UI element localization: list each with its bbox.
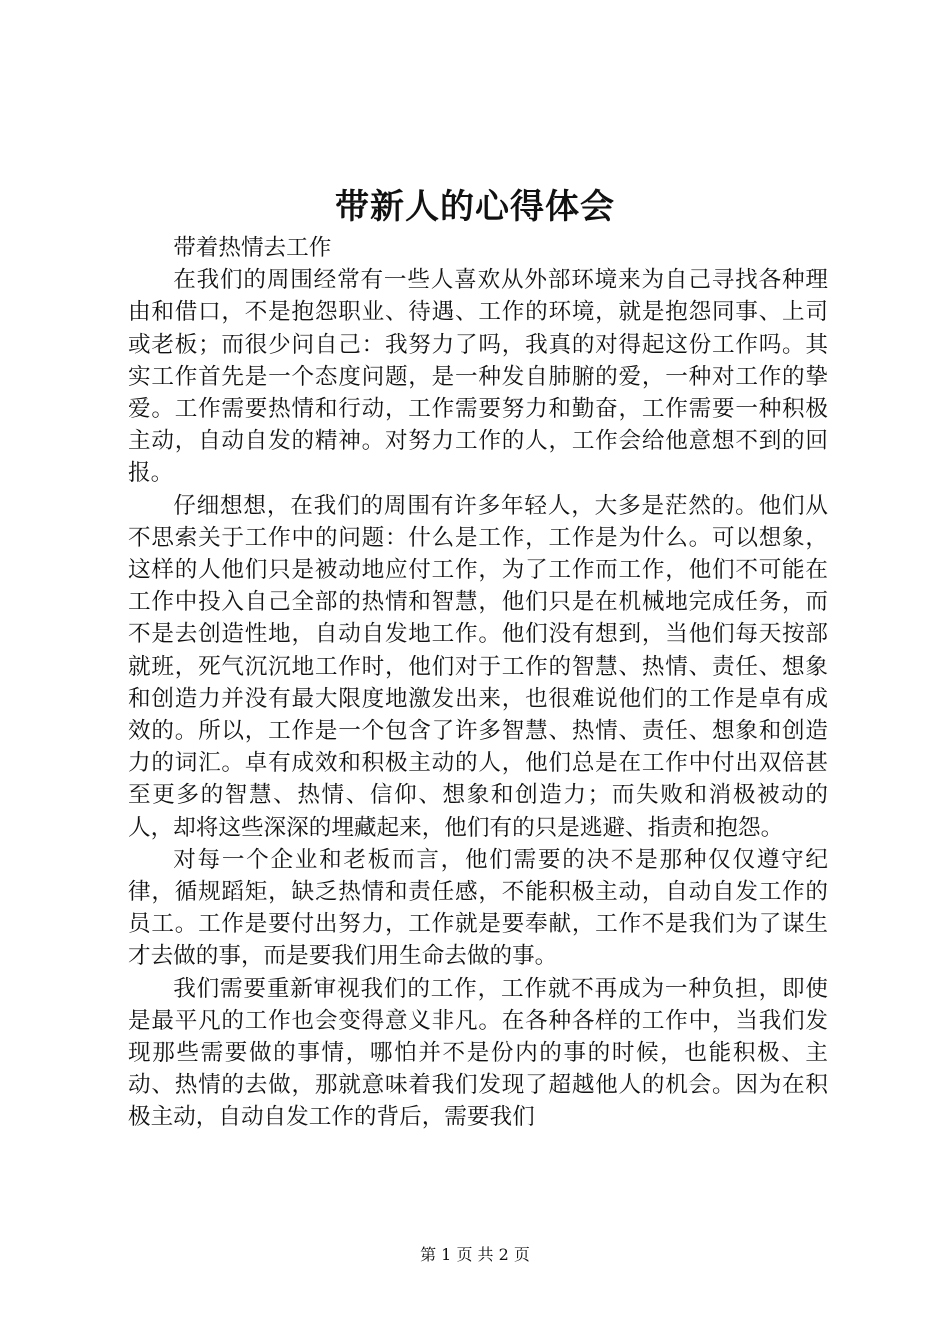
document-body bbox=[128, 232, 828, 1134]
body-paragraph: 对每一个企业和老板而言，他们需要的决不是那种仅仅遵守纪律，循规蹈矩，缺乏热情和责任感，不能积极主动，自动自发工作的员工。工作是要付出努力，工作就是要奉献，工作不是我们为了谋生才去做的事，而是要我们用生命去做的事。 bbox=[128, 846, 828, 970]
body-paragraph: 仔细想想，在我们的周围有许多年轻人，大多是茫然的。他们从不思索关于工作中的问题：什么是工作，工作是为什么。可以想象，这样的人他们只是被动地应付工作，为了工作而工作，他们不可能在工作中投入自己全部的热情和智慧，他们只是在机械地完成任务，而不是去创造性地，自动自发地工作。他们没有想到，当他们每天按部就班，死气沉沉地工作时，他们对于工作的智慧、热情、责任、想象和创造力并没有最大限度地激发出来，也很难说他们的工作是卓有成效的。所以，工作是一个包含了许多智慧、热情、责任、想象和创造力的词汇。卓有成效和积极主动的人，他们总是在工作中付出双倍甚至更多的智慧、热情、信仰、想象和创造力；而失败和消极被动的人，却将这些深深的埋藏起来，他们有的只是逃避、指责和抱怨。 bbox=[128, 492, 828, 841]
document-title: 带新人的心得体会 bbox=[335, 187, 615, 227]
section-subheading: 带着热情去工作 bbox=[173, 235, 332, 261]
page-footer: 第 1 页 共 2 页 bbox=[420, 1245, 530, 1264]
body-paragraph: 在我们的周围经常有一些人喜欢从外部环境来为自己寻找各种理由和借口，不是抱怨职业、待遇、工作的环境，就是抱怨同事、上司或老板；而很少问自己：我努力了吗，我真的对得起这份工作吗。其实工作首先是一个态度问题，是一种发自肺腑的爱，一种对工作的挚爱。工作需要热情和行动，工作需要努力和勤奋，工作需要一种积极主动，自动自发的精神。对努力工作的人，工作会给他意想不到的回报。 bbox=[128, 267, 828, 487]
body-paragraph: 我们需要重新审视我们的工作，工作就不再成为一种负担，即使是最平凡的工作也会变得意义非凡。在各种各样的工作中，当我们发现那些需要做的事情，哪怕并不是份内的事的时候，也能积极、主动、热情的去做，那就意味着我们发现了超越他人的机会。因为在积极主动，自动自发工作的背后，需要我们 bbox=[128, 975, 828, 1131]
